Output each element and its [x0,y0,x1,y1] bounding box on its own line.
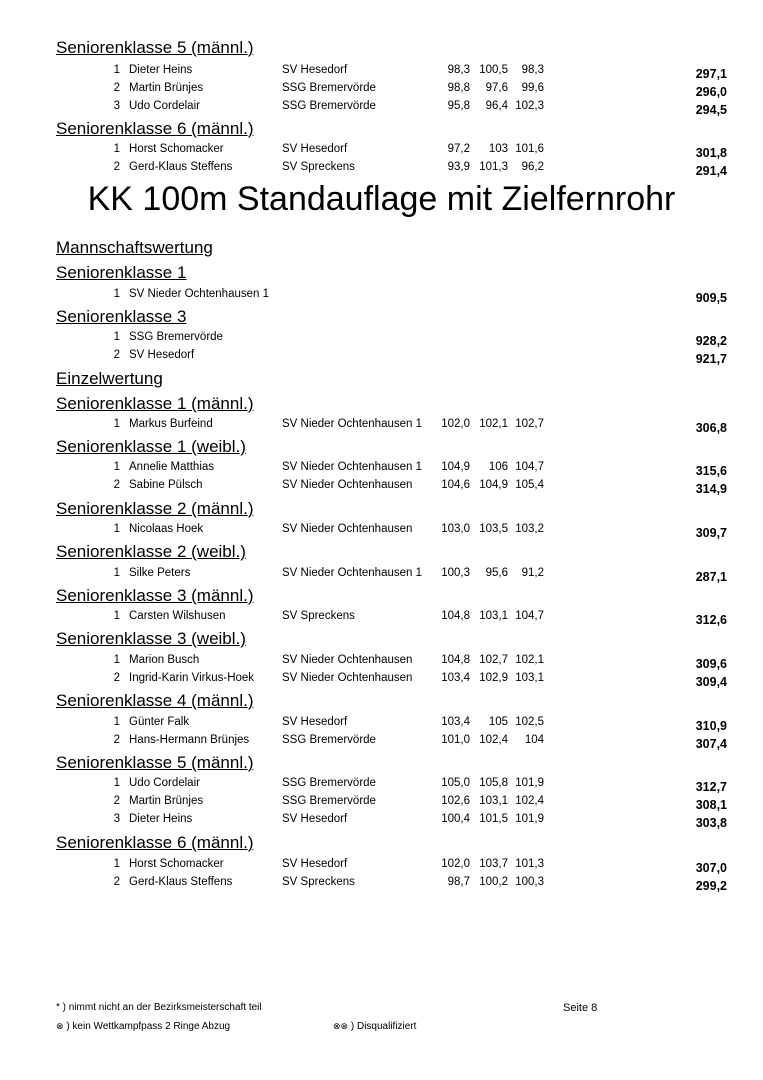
result-row: 2 Hans-Hermann Brünjes SSG Bremervörde 101,0 102,4 104 307,4 [113,734,727,751]
result-row: 2 Ingrid-Karin Virkus-Hoek SV Nieder Ochtenhausen 103,4 102,9 103,1 309,4 [113,672,727,689]
heading-seniorenklasse-6-maennl-2: Seniorenklasse 6 (männl.) [56,833,254,852]
heading-seniorenklasse-3-maennl: Seniorenklasse 3 (männl.) [56,586,254,605]
page-number: Seite 8 [563,1002,598,1014]
result-row: 1 Günter Falk SV Hesedorf 103,4 105 102,5 310,9 [113,716,727,733]
heading-seniorenklasse-6-maennl: Seniorenklasse 6 (männl.) [56,119,254,138]
heading-seniorenklasse-1-weibl: Seniorenklasse 1 (weibl.) [56,437,246,456]
result-row: 2 Martin Brünjes SSG Bremervörde 102,6 103,1 102,4 308,1 [113,795,727,812]
result-row: 1 Silke Peters SV Nieder Ochtenhausen 1 100,3 95,6 91,2 287,1 [113,567,727,584]
result-row: 1 Carsten Wilshusen SV Spreckens 104,8 103,1 104,7 312,6 [113,610,727,627]
result-row: 2 Gerd-Klaus Steffens SV Spreckens 93,9 101,3 96,2 291,4 [113,161,727,178]
result-row: 1 Udo Cordelair SSG Bremervörde 105,0 105,8 101,9 312,7 [113,777,727,794]
result-row: 1 Horst Schomacker SV Hesedorf 97,2 103 101,6 301,8 [113,143,727,160]
heading-seniorenklasse-2-maennl: Seniorenklasse 2 (männl.) [56,499,254,518]
result-row: 1 SV Nieder Ochtenhausen 1 909,5 [113,288,727,305]
heading-seniorenklasse-4-maennl: Seniorenklasse 4 (männl.) [56,691,254,710]
footnote-no-pass [56,1021,230,1032]
result-row: 2 SV Hesedorf 921,7 [113,349,727,366]
footnote-disqualified [333,1021,416,1032]
result-row: 1 Dieter Heins SV Hesedorf 98,3 100,5 98,3 297,1 [113,64,727,81]
heading-seniorenklasse-1-maennl: Seniorenklasse 1 (männl.) [56,394,254,413]
result-row: 3 Udo Cordelair SSG Bremervörde 95,8 96,4 102,3 294,5 [113,100,727,117]
heading-seniorenklasse-3-weibl: Seniorenklasse 3 (weibl.) [56,629,246,648]
heading-seniorenklasse-5-maennl: Seniorenklasse 5 (männl.) [56,38,254,57]
heading-einzelwertung: Einzelwertung [56,369,163,388]
result-row: 3 Dieter Heins SV Hesedorf 100,4 101,5 101,9 303,8 [113,813,727,830]
double-circle-x-icon: ⊗⊗ [333,1021,349,1031]
page-title: KK 100m Standauflage mit Zielfernrohr [87,180,676,218]
circle-x-icon: ⊗ [56,1021,64,1031]
result-row: 2 Sabine Pülsch SV Nieder Ochtenhausen 104,6 104,9 105,4 314,9 [113,479,727,496]
footnote-not-participating: * ) nimmt nicht an der Bezirksmeisterschaft teil [56,1002,262,1013]
result-row: 1 Nicolaas Hoek SV Nieder Ochtenhausen 103,0 103,5 103,2 309,7 [113,523,727,540]
footnote-no-pass-text: ) kein Wettkampfpass 2 Ringe Abzug [66,1021,231,1032]
heading-seniorenklasse-3: Seniorenklasse 3 [56,307,187,326]
result-row: 1 Markus Burfeind SV Nieder Ochtenhausen 1 102,0 102,1 102,7 306,8 [113,418,727,435]
result-row: 1 Horst Schomacker SV Hesedorf 102,0 103,7 101,3 307,0 [113,858,727,875]
heading-seniorenklasse-2-weibl: Seniorenklasse 2 (weibl.) [56,542,246,561]
result-row: 1 SSG Bremervörde 928,2 [113,331,727,348]
result-row: 2 Gerd-Klaus Steffens SV Spreckens 98,7 100,2 100,3 299,2 [113,876,727,893]
heading-seniorenklasse-5-maennl-2: Seniorenklasse 5 (männl.) [56,753,254,772]
result-row: 2 Martin Brünjes SSG Bremervörde 98,8 97,6 99,6 296,0 [113,82,727,99]
footnote-disqualified-text: ) Disqualifiziert [350,1021,417,1032]
heading-seniorenklasse-1: Seniorenklasse 1 [56,263,187,282]
heading-mannschaftswertung: Mannschaftswertung [56,238,213,257]
result-row: 1 Marion Busch SV Nieder Ochtenhausen 104,8 102,7 102,1 309,6 [113,654,727,671]
result-row: 1 Annelie Matthias SV Nieder Ochtenhausen 1 104,9 106 104,7 315,6 [113,461,727,478]
